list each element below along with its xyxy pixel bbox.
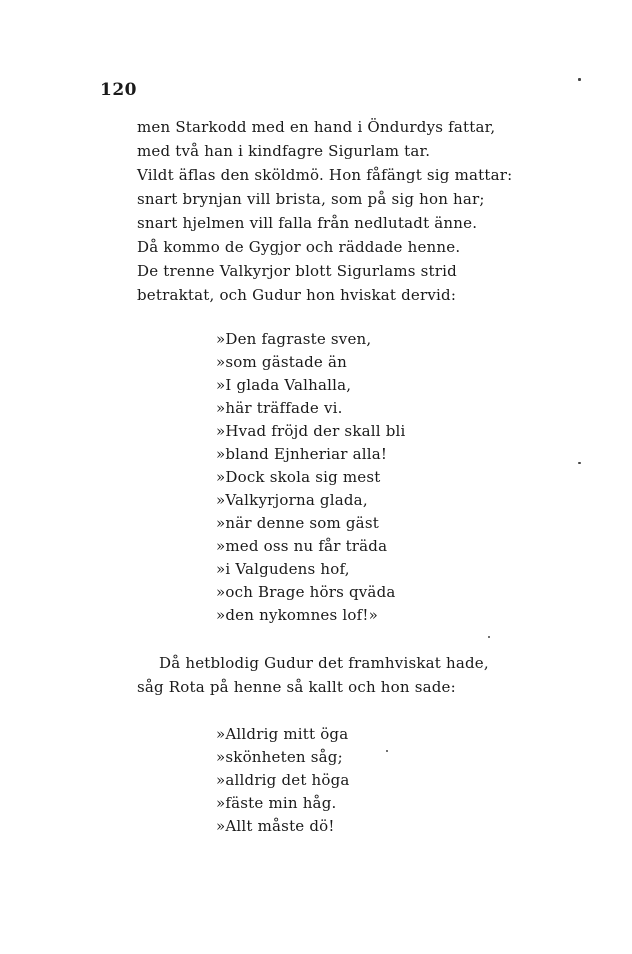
text-line: såg Rota på henne så kallt och hon sade: (137, 678, 456, 696)
verse-line: »I glada Valhalla, (216, 376, 352, 394)
page-number: 120 (100, 80, 137, 100)
text-line: Då kommo de Gygjor och räddade henne. (137, 238, 461, 256)
verse-line: »här träffade vi. (216, 399, 343, 417)
verse-line: »och Brage hörs qväda (216, 583, 396, 601)
verse-line: »Hvad fröjd der skall bli (216, 422, 406, 440)
verse-line: »skönheten såg; (216, 748, 343, 766)
verse-line: »i Valgudens hof, (216, 560, 350, 578)
verse-line: »Alldrig mitt öga (216, 725, 349, 743)
verse-line: »med oss nu får träda (216, 537, 388, 555)
verse-line: »bland Ejnheriar alla! (216, 445, 388, 463)
text-line: De trenne Valkyrjor blott Sigurlams strid (137, 262, 457, 280)
text-line: snart brynjan vill brista, som på sig hon har; (137, 190, 485, 208)
verse-line: »Allt måste dö! (216, 817, 335, 835)
verse-line: »Dock skola sig mest (216, 468, 381, 486)
text-line: med två han i kindfagre Sigurlam tar. (137, 142, 431, 160)
verse-line: »fäste min håg. (216, 794, 337, 812)
scan-speck (578, 462, 581, 464)
scan-speck (578, 78, 581, 81)
verse-line: »Den fagraste sven, (216, 330, 372, 348)
scan-speck (386, 750, 388, 752)
text-line: Vildt äflas den sköldmö. Hon fåfängt sig mattar: (137, 166, 513, 184)
verse-line: »när denne som gäst (216, 514, 379, 532)
text-line: betraktat, och Gudur hon hviskat dervid: (137, 286, 457, 304)
verse-line: »som gästade än (216, 353, 347, 371)
verse-line: »alldrig det höga (216, 771, 350, 789)
verse-line: »Valkyrjorna glada, (216, 491, 368, 509)
scan-speck (488, 636, 490, 638)
text-line: men Starkodd med en hand i Öndurdys fattar, (137, 118, 496, 136)
text-line: snart hjelmen vill falla från nedlutadt änne. (137, 214, 478, 232)
text-line: Då hetblodig Gudur det framhviskat hade, (159, 654, 489, 672)
verse-line: »den nykomnes lof!» (216, 606, 378, 624)
